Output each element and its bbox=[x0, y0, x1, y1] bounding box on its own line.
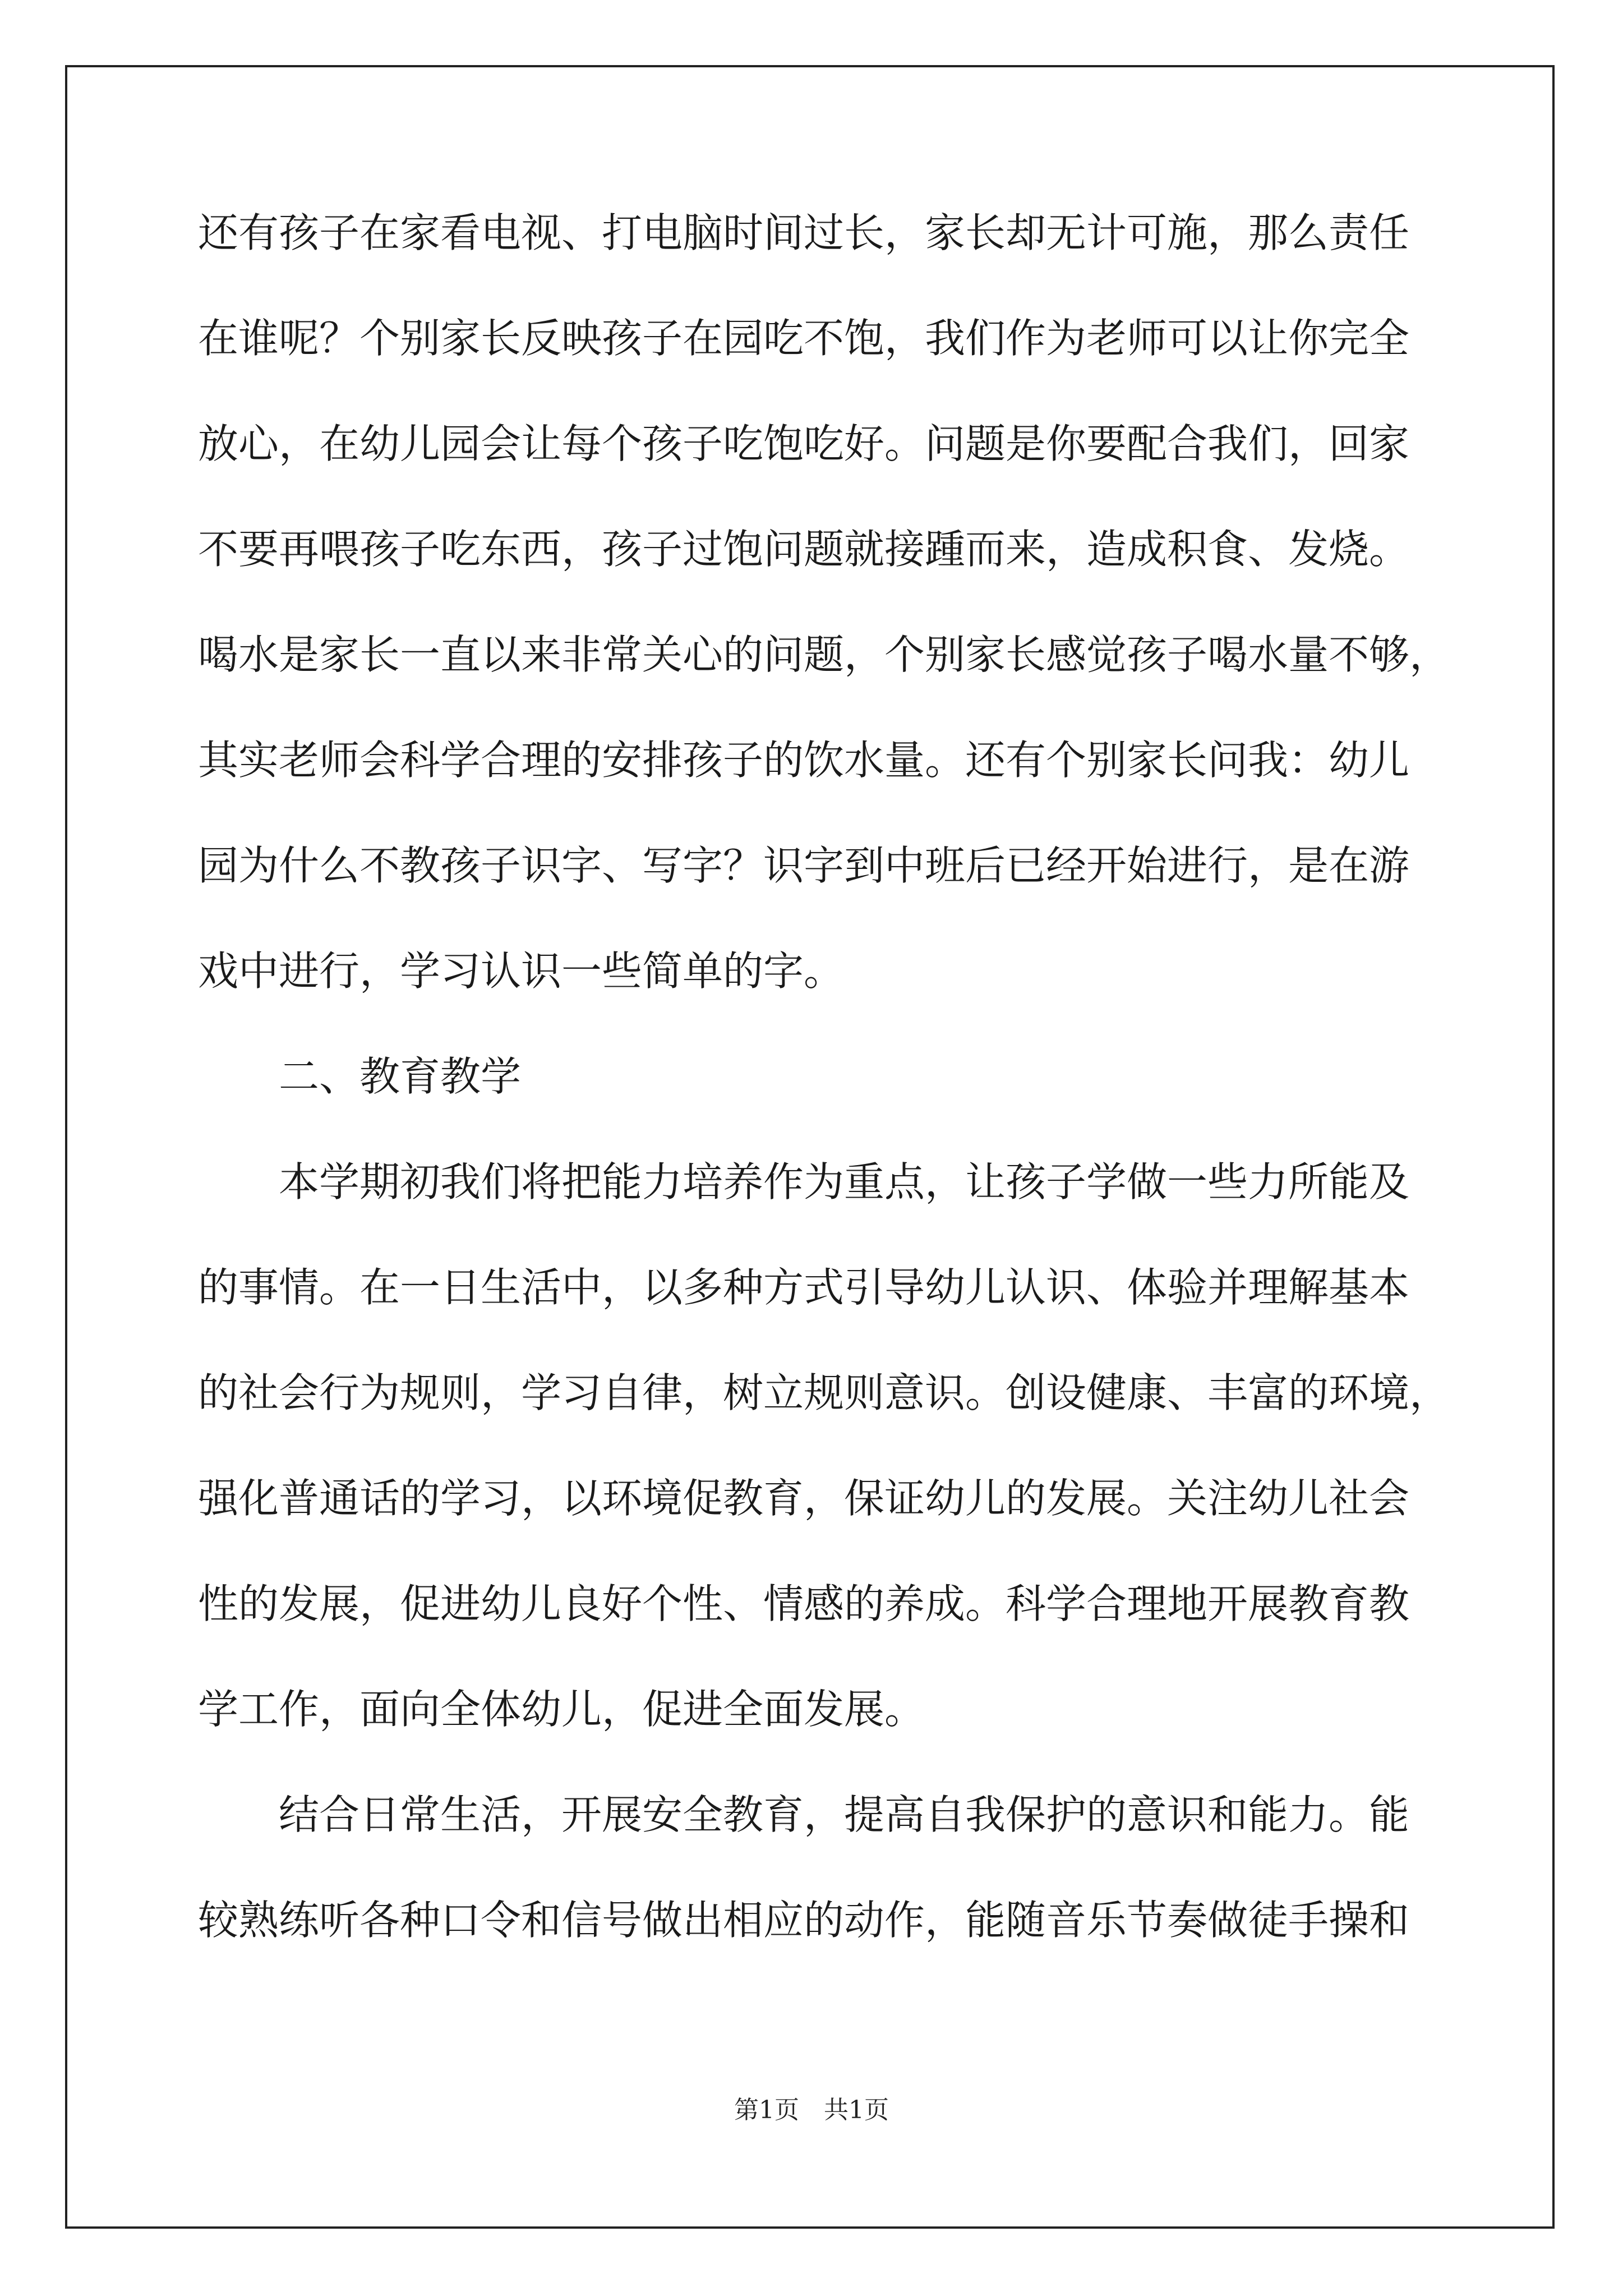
text-line-3: 放心，在幼儿园会让每个孩子吃饱吃好。问题是你要配合我们，回家 bbox=[198, 420, 1410, 467]
text-line-13: 强化普通话的学习，以环境促教育，保证幼儿的发展。关注幼儿社会 bbox=[198, 1475, 1410, 1522]
text-line-15: 学工作，面向全体幼儿，促进全面发展。 bbox=[198, 1686, 925, 1733]
page-footer: 第1页 共1页 bbox=[734, 2096, 889, 2124]
text-line-8: 戏中进行，学习认识一些简单的字。 bbox=[198, 947, 845, 995]
text-line-6: 其实老师会科学合理的安排孩子的饮水量。还有个别家长问我：幼儿 bbox=[198, 737, 1410, 784]
text-line-16: 结合日常生活，开展安全教育，提高自我保护的意识和能力。能 bbox=[279, 1791, 1410, 1838]
text-line-10: 本学期初我们将把能力培养作为重点，让孩子学做一些力所能及 bbox=[279, 1158, 1410, 1205]
text-line-12: 的社会行为规则，学习自律，树立规则意识。创设健康、丰富的环境， bbox=[198, 1369, 1450, 1416]
text-line-7: 园为什么不教孩子识字、写字？识字到中班后已经开始进行，是在游 bbox=[198, 842, 1410, 889]
text-line-4: 不要再喂孩子吃东西，孩子过饱问题就接踵而来，造成积食、发烧。 bbox=[198, 526, 1410, 573]
text-line-17: 较熟练听各种口令和信号做出相应的动作，能随音乐节奏做徒手操和 bbox=[198, 1897, 1410, 1944]
text-line-5: 喝水是家长一直以来非常关心的问题，个别家长感觉孩子喝水量不够， bbox=[198, 631, 1450, 678]
text-line-2: 在谁呢？个别家长反映孩子在园吃不饱，我们作为老师可以让你完全 bbox=[198, 315, 1410, 362]
text-line-14: 性的发展，促进幼儿良好个性、情感的养成。科学合理地开展教育教 bbox=[198, 1580, 1410, 1627]
text-line-11: 的事情。在一日生活中，以多种方式引导幼儿认识、体验并理解基本 bbox=[198, 1264, 1410, 1311]
text-line-1: 还有孩子在家看电视、打电脑时间过长，家长却无计可施，那么责任 bbox=[198, 209, 1410, 256]
section-heading: 二、教育教学 bbox=[279, 1053, 522, 1100]
